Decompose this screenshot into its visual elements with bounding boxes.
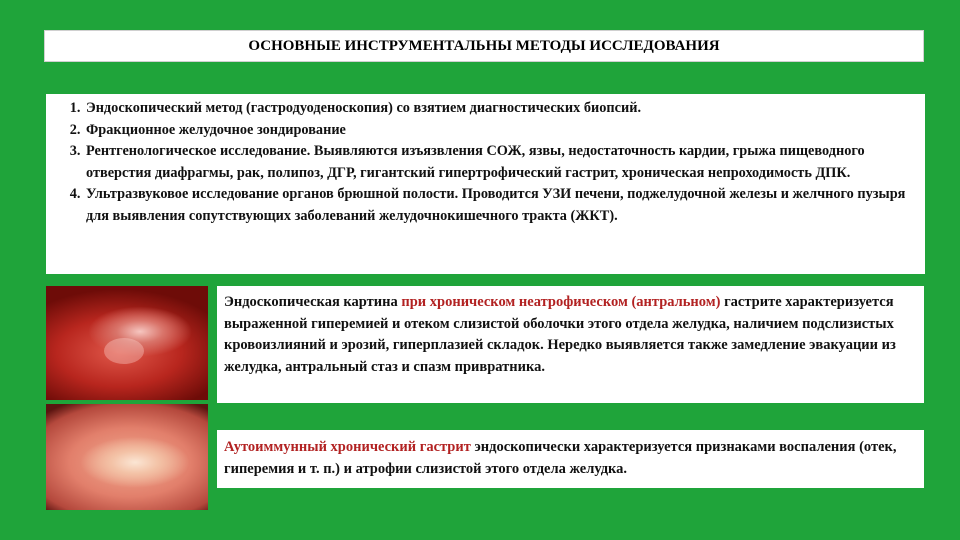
method-item-4: 4. Ультразвуковое исследование органов брюшной полости. Проводится УЗИ печени, поджелудочной железы и желчного пузыря для выявления сопутствующих заболеваний желудочнокишечного тракта (ЖКТ). xyxy=(84,184,917,227)
method-item-3: 3. Рентгенологическое исследование. Выявляются изъязвления СОЖ, язвы, недостаточность кардии, грыжа пищеводного отверстия диафрагмы, рак, полипоз, ДГР, гигантский гипертрофический гастрит, хроническая непроходимость ДПК. xyxy=(84,141,917,184)
endoscopy-photo-antral-gastritis xyxy=(46,286,208,400)
autoimmune-gastritis-description xyxy=(217,430,924,488)
slide-title xyxy=(44,30,924,62)
methods-list xyxy=(50,98,917,228)
slide-title-text: ОСНОВНЫЕ ИНСТРУМЕНТАЛЬНЫ МЕТОДЫ ИССЛЕДОВАНИЯ xyxy=(248,37,720,54)
methods-list-box xyxy=(46,94,925,274)
method-item-1: 1. Эндоскопический метод (гастродуоденоскопия) со взятием диагностических биопсий. xyxy=(84,98,917,120)
endoscopy-photo-autoimmune-gastritis xyxy=(46,404,208,510)
desc1-text-before: Эндоскопическая картина xyxy=(224,294,402,310)
desc1-text-after: гастрите характеризуется выраженной гиперемией и отеком слизистой оболочки этого отдела желудка, наличием подслизистых кровоизлияний и эрозий, гиперплазией складок. Нередко выявляется также замедление эвакуации из желудка, антральный стаз и спазм привратника. xyxy=(224,294,896,375)
desc2-highlight: Аутоиммунный хронический гастрит xyxy=(224,439,471,455)
antral-gastritis-description xyxy=(217,286,924,403)
method-item-2: 2. Фракционное желудочное зондирование xyxy=(84,120,917,142)
desc1-highlight: при хроническом неатрофическом (антральном) xyxy=(401,294,721,310)
desc2-text-after: эндоскопически характеризуется признаками воспаления (отек, гиперемия и т. п.) и атрофии слизистой этого отдела желудка. xyxy=(224,439,897,477)
